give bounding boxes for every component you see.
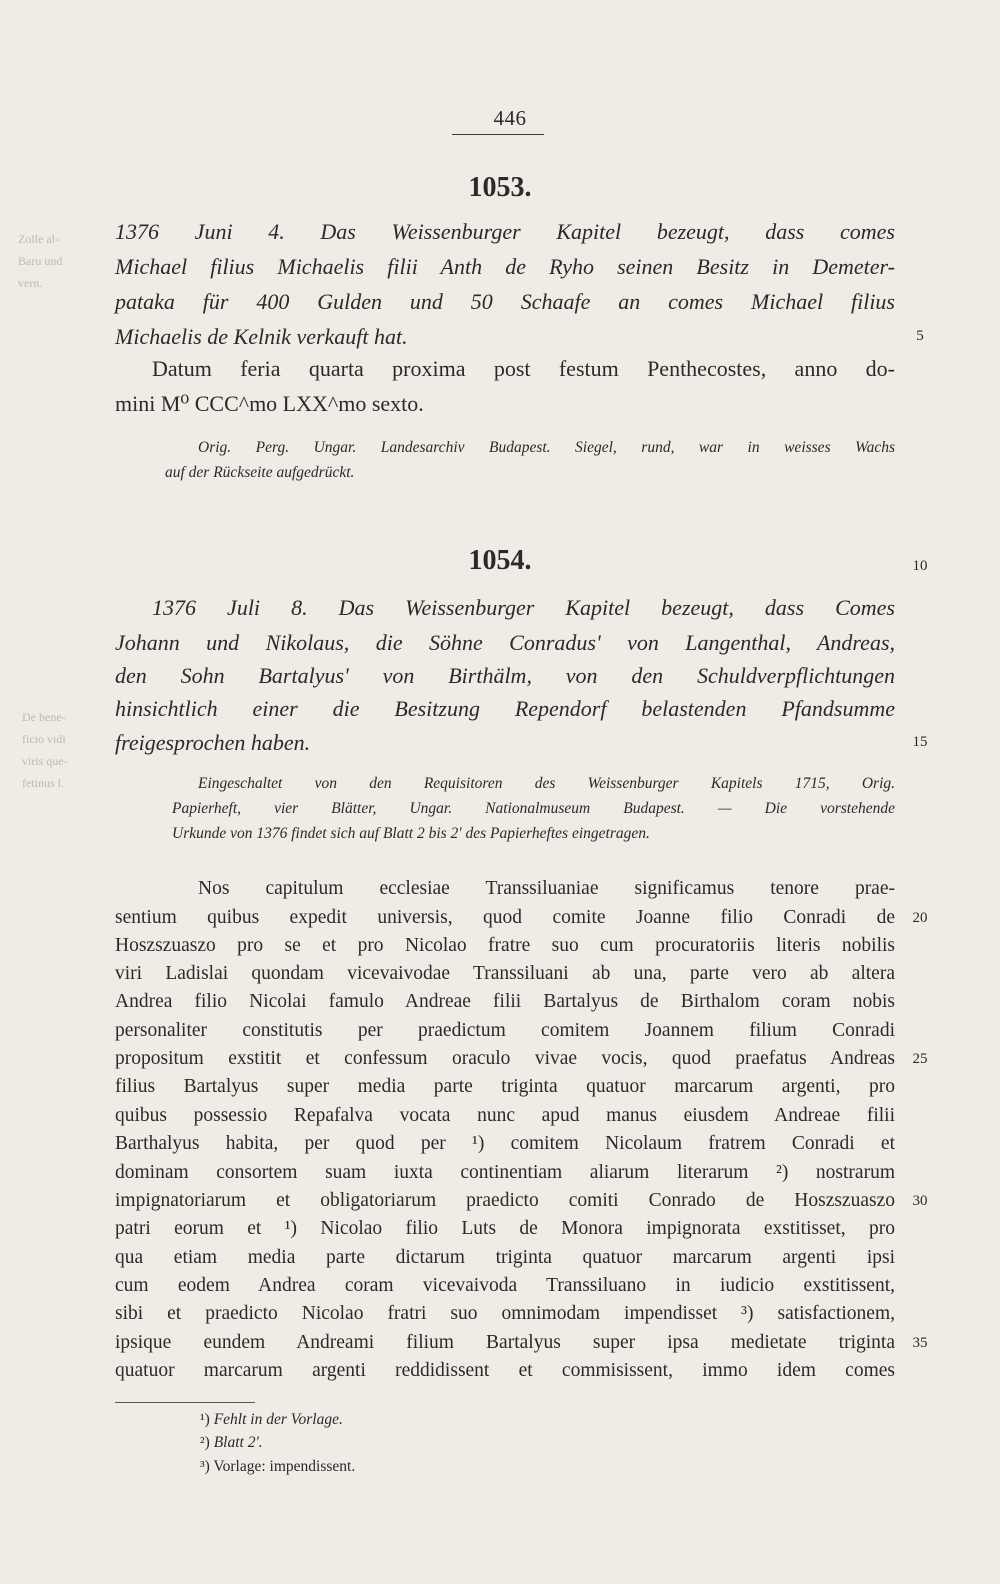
body-text-line: Hoszszuaszo pro se et pro Nicolao fratre suo cum procuratoriis literis nobilis — [115, 935, 895, 956]
footnote — [200, 1456, 355, 1478]
body-text-line: cum eodem Andrea coram vicevaivoda Transsiluano in iudicio exstitissent, — [115, 1275, 895, 1296]
regest-line: Johann und Nikolaus, die Söhne Conradus' von Langenthal, Andreas, — [115, 630, 895, 655]
margin-ghost-text: Baru und — [18, 254, 63, 268]
body-text-line: Nos capitulum ecclesiae Transsiluaniae significamus tenore prae- — [198, 878, 895, 899]
footnote-mark: ²) — [200, 1434, 210, 1451]
footnote-rule — [115, 1402, 255, 1403]
regest-line: Michael filius Michaelis filii Anth de Ryho seinen Besitz in Demeter- — [115, 254, 895, 279]
regest-line: 1376 Juni 4. Das Weissenburger Kapitel bezeugt, dass comes — [115, 219, 895, 244]
footnote-mark: ³) — [200, 1458, 210, 1475]
margin-ghost-text: fetinus l. — [22, 776, 64, 790]
footnote-mark: ¹) — [200, 1411, 210, 1428]
margin-ghost-text: ficio vidi — [22, 732, 66, 746]
regest-line: den Sohn Bartalyus' von Birthälm, von den Schuldverpflichtungen — [115, 663, 895, 688]
line-number: 20 — [912, 910, 928, 926]
dating-line: Datum feria quarta proxima post festum Penthecostes, anno do- — [152, 356, 895, 381]
body-text-line: qua etiam media parte dictarum triginta quatuor marcarum argenti ipsi — [115, 1247, 895, 1268]
body-text-line: patri eorum et ¹) Nicolao filio Luts de Monora impignorata exstitisset, pro — [115, 1218, 895, 1239]
source-note-line: auf der Rückseite aufgedrückt. — [165, 464, 355, 481]
body-text-line: dominam consortem suam iuxta continentiam aliarum literarum ²) nostrarum — [115, 1162, 895, 1183]
footnote-text: Fehlt in der Vorlage. — [213, 1411, 343, 1428]
body-text-line: personaliter constitutis per praedictum comitem Joannem filium Conradi — [115, 1020, 895, 1041]
source-note-line: Orig. Perg. Ungar. Landesarchiv Budapest. Siegel, rund, war in weisses Wachs — [198, 439, 895, 456]
regest-line: 1376 Juli 8. Das Weissenburger Kapitel bezeugt, dass Comes — [152, 595, 895, 620]
footnote — [200, 1409, 343, 1431]
footnote-text: Blatt 2'. — [213, 1434, 263, 1451]
body-text-line: impignatoriarum et obligatoriarum praedicto comiti Conrado de Hoszszuaszo — [115, 1190, 895, 1211]
body-text-line: viri Ladislai quondam vicevaivodae Transsiluani ab una, parte vero ab altera — [115, 963, 895, 984]
footnote — [200, 1432, 263, 1454]
line-number: 5 — [916, 328, 924, 344]
line-number: 35 — [912, 1335, 928, 1351]
regest-line: hinsichtlich einer die Besitzung Rependorf belastenden Pfandsumme — [115, 696, 895, 721]
dating-line: mini M⁰ CCC^mo LXX^mo sexto. — [115, 391, 424, 416]
margin-ghost-text: vern. — [18, 276, 43, 290]
header-rule — [452, 134, 544, 135]
source-note-line: Papierheft, vier Blätter, Ungar. Nationalmuseum Budapest. — Die vorstehende — [172, 800, 895, 817]
source-note-line: Urkunde von 1376 findet sich auf Blatt 2 bis 2' des Papierheftes eingetragen. — [172, 825, 650, 842]
body-text-line: Barthalyus habita, per quod per ¹) comitem Nicolaum fratrem Conradi et — [115, 1133, 895, 1154]
line-number: 15 — [912, 734, 928, 750]
line-number: 25 — [912, 1051, 928, 1067]
margin-ghost-text: De bene- — [22, 710, 66, 724]
body-text-line: filius Bartalyus super media parte triginta quatuor marcarum argenti, pro — [115, 1076, 895, 1097]
body-text-line: propositum exstitit et confessum oraculo vivae vocis, quod praefatus Andreas — [115, 1048, 895, 1069]
document-number-1053: 1053. — [468, 172, 532, 203]
footnote-text: Vorlage: impendissent. — [213, 1458, 356, 1475]
body-text-line: sentium quibus expedit universis, quod comite Joanne filio Conradi de — [115, 907, 895, 928]
line-number: 10 — [912, 558, 928, 574]
body-text-line: quibus possessio Repafalva vocata nunc apud manus eiusdem Andreae filii — [115, 1105, 895, 1126]
margin-ghost-text: Zolle al- — [18, 232, 59, 246]
line-number: 30 — [912, 1193, 928, 1209]
regest-line: pataka für 400 Gulden und 50 Schaafe an comes Michael filius — [115, 289, 895, 314]
body-text-line: quatuor marcarum argenti reddidissent et commisissent, immo idem comes — [115, 1360, 895, 1381]
margin-ghost-text: viris que- — [22, 754, 68, 768]
body-text-line: sibi et praedicto Nicolao fratri suo omnimodam impendisset ³) satisfactionem, — [115, 1303, 895, 1324]
document-number-1054: 1054. — [468, 545, 532, 576]
body-text-line: Andrea filio Nicolai famulo Andreae filii Bartalyus de Birthalom coram nobis — [115, 991, 895, 1012]
body-text-line: ipsique eundem Andreami filium Bartalyus super ipsa medietate triginta — [115, 1332, 895, 1353]
source-note-line: Eingeschaltet von den Requisitoren des Weissenburger Kapitels 1715, Orig. — [198, 775, 895, 792]
regest-line: freigesprochen haben. — [115, 730, 311, 755]
page-number: 446 — [493, 106, 527, 130]
regest-line: Michaelis de Kelnik verkauft hat. — [115, 324, 408, 349]
